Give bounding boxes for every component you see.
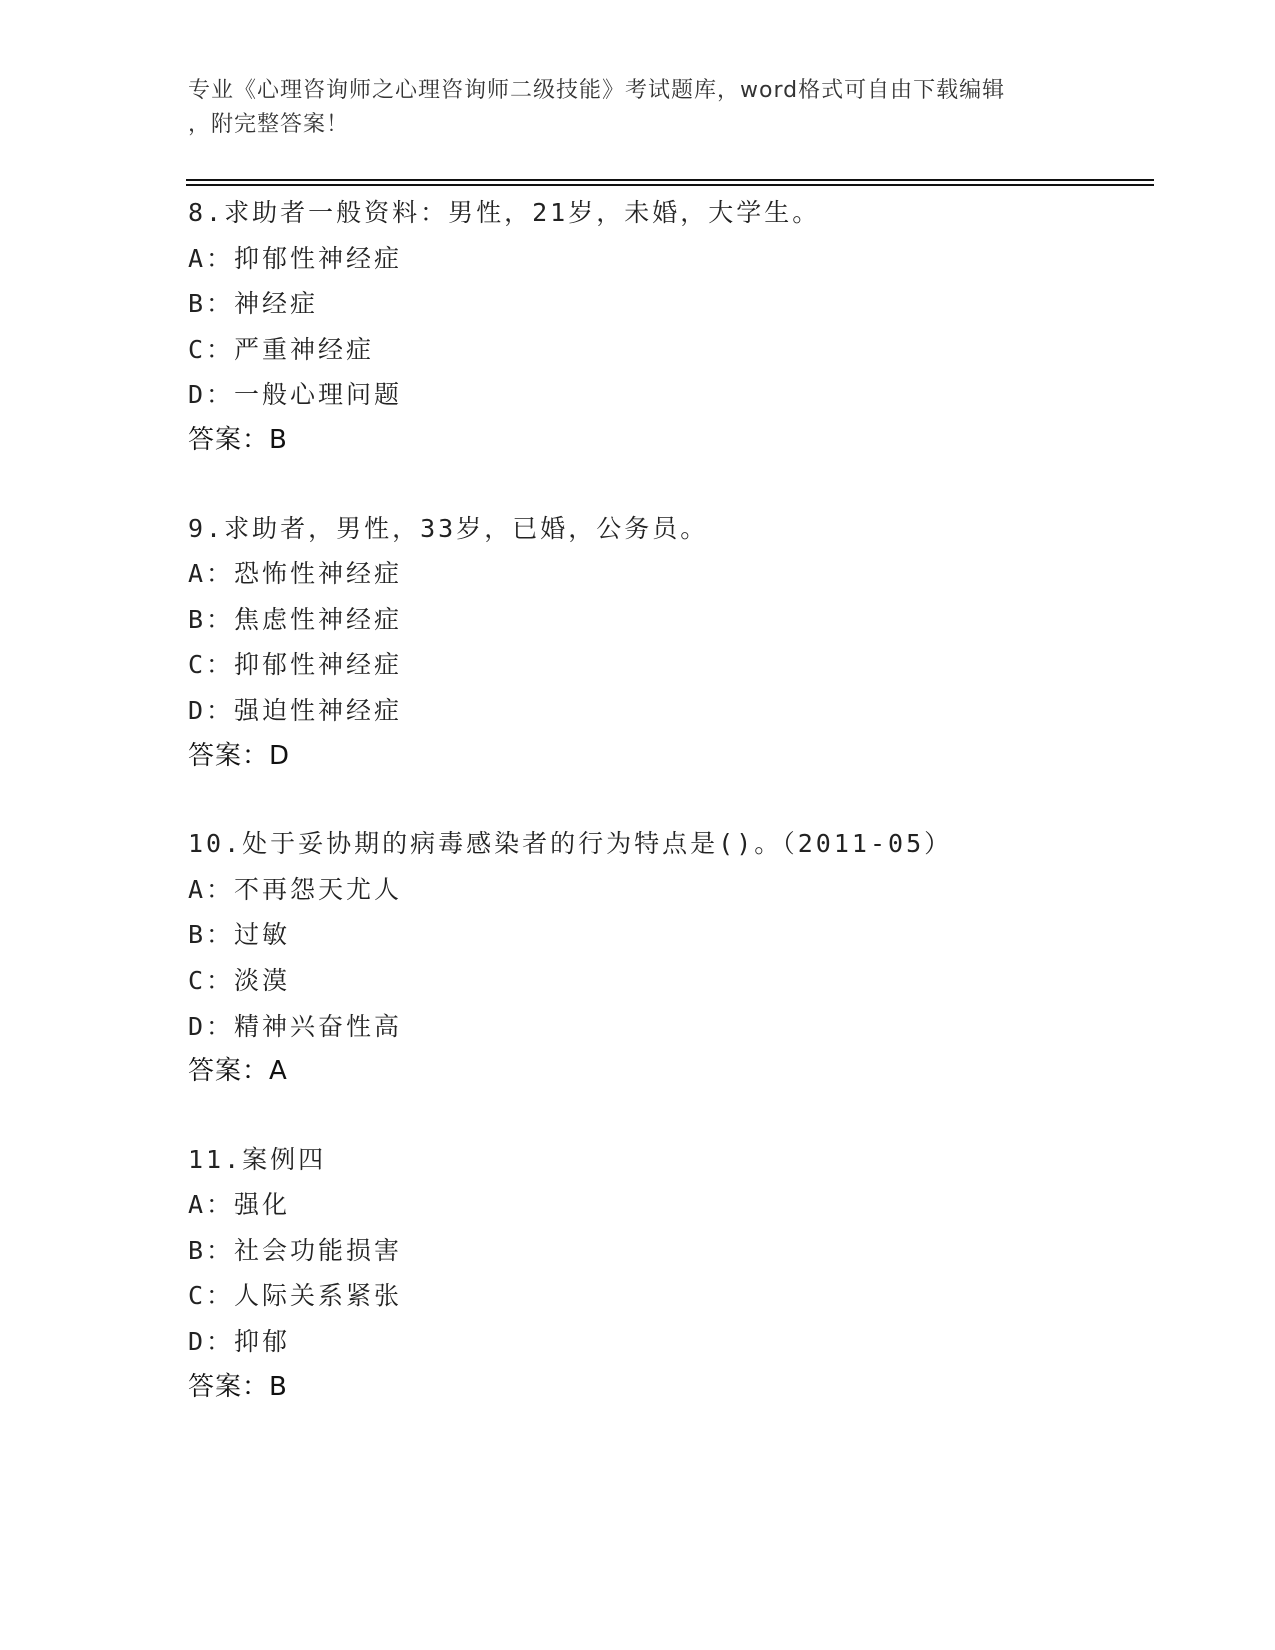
- option-a: A：不再怨天尤人: [188, 874, 403, 904]
- document-header: [188, 74, 1088, 142]
- option-a: A：抑郁性神经症: [188, 243, 403, 273]
- header-divider-top: [186, 179, 1154, 181]
- question-stem: 8.求助者一般资料：男性，21岁，未婚，大学生。: [188, 198, 821, 227]
- question-list: [188, 190, 1148, 1452]
- header-line-1: 专业《心理咨询师之心理咨询师二级技能》考试题库，word格式可自由下载编辑: [188, 78, 1006, 103]
- option-b: B：焦虑性神经症: [188, 604, 403, 634]
- question-11: [188, 1137, 1148, 1411]
- option-d: D：抑郁: [188, 1327, 291, 1357]
- option-a: A：恐怖性神经症: [188, 559, 403, 589]
- option-c: C：人际关系紧张: [188, 1281, 403, 1311]
- option-a: A：强化: [188, 1190, 291, 1220]
- question-stem: 9.求助者，男性，33岁，已婚，公务员。: [188, 513, 709, 543]
- answer-label: 答案：B: [188, 1371, 288, 1402]
- question-8: [188, 190, 1148, 464]
- option-b: B：社会功能损害: [188, 1235, 403, 1265]
- option-b: B：神经症: [188, 289, 319, 319]
- question-9: [188, 506, 1148, 780]
- question-10: [188, 821, 1148, 1095]
- option-b: B：过敏: [188, 920, 291, 950]
- answer-label: 答案：B: [188, 424, 288, 455]
- header-line-2: ，附完整答案！: [188, 112, 350, 137]
- question-stem: 10.处于妥协期的病毒感染者的行为特点是()。（2011-05）: [188, 829, 953, 859]
- option-d: D：精神兴奋性高: [188, 1011, 403, 1041]
- option-c: C：抑郁性神经症: [188, 650, 403, 680]
- question-stem: 11.案例四: [188, 1144, 327, 1174]
- header-divider-bottom: [186, 184, 1154, 186]
- option-d: D：一般心理问题: [188, 380, 403, 410]
- option-d: D：强迫性神经症: [188, 695, 403, 725]
- answer-label: 答案：D: [188, 740, 291, 771]
- answer-label: 答案：A: [188, 1056, 288, 1087]
- option-c: C：严重神经症: [188, 334, 375, 364]
- option-c: C：淡漠: [188, 965, 291, 995]
